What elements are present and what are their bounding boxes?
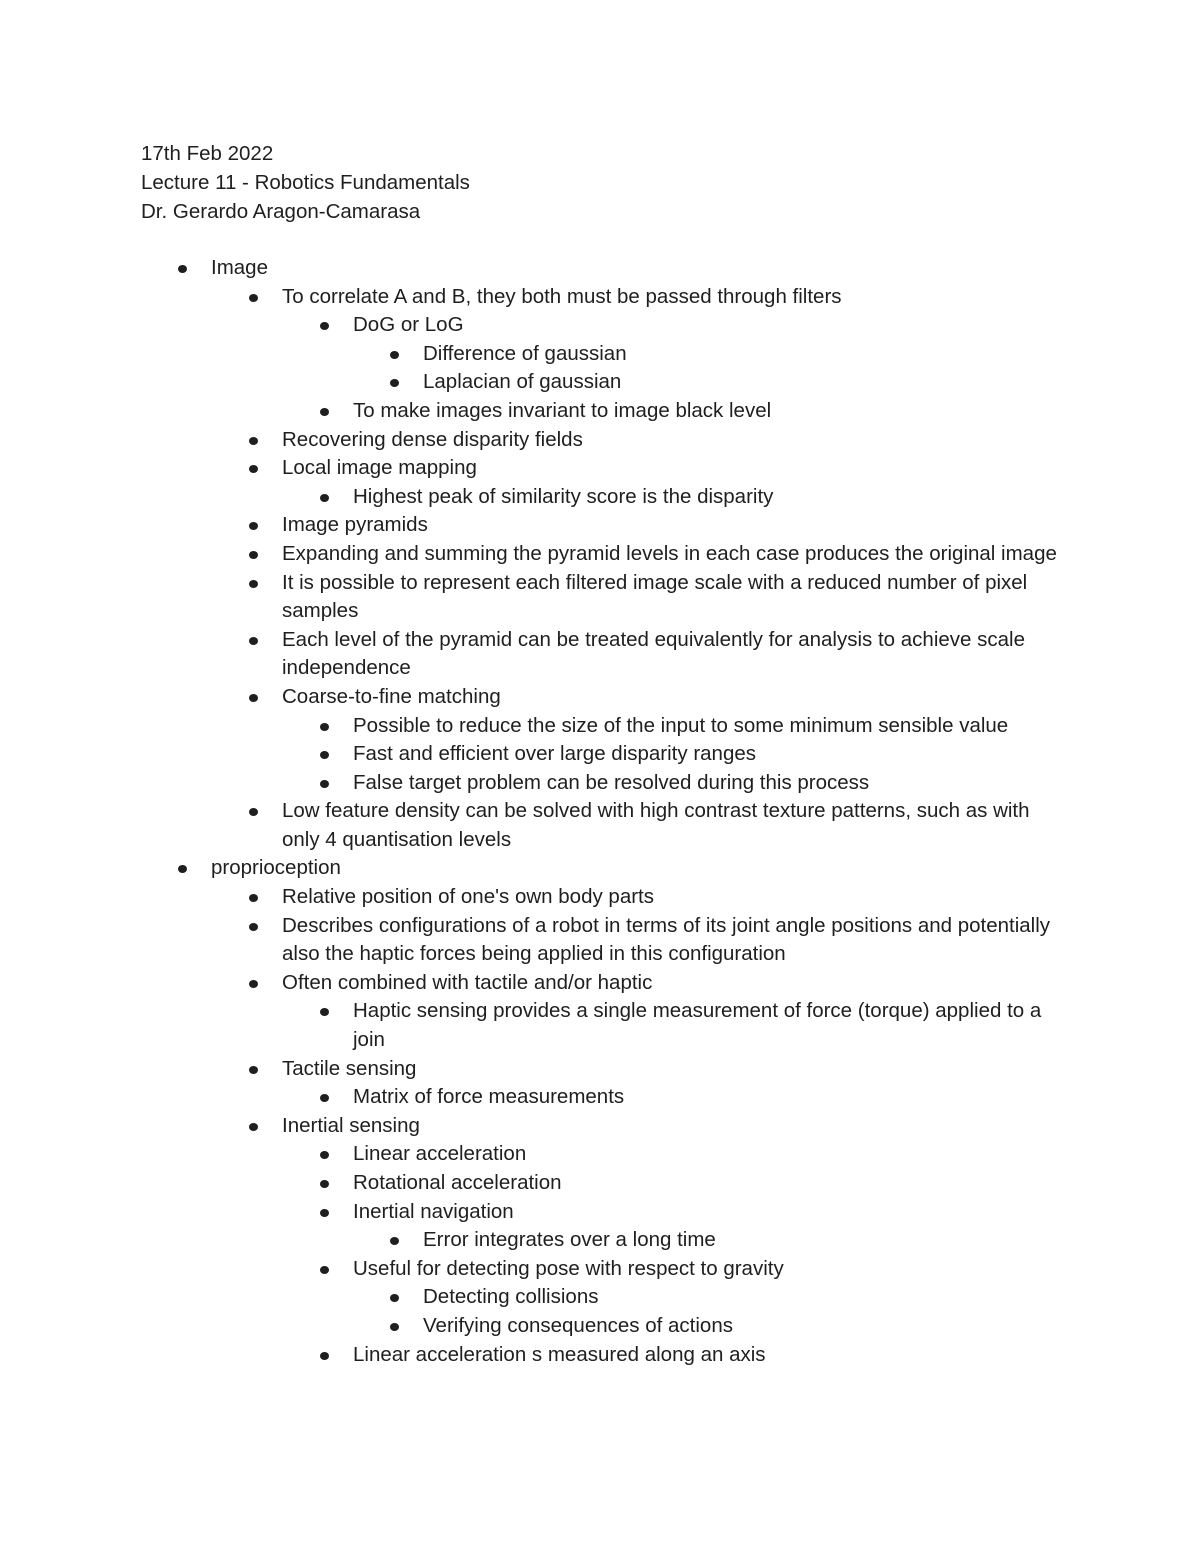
list-item [353, 311, 1063, 340]
list-item-text: Error integrates over a long time [423, 1228, 716, 1252]
lecturer-name: Dr. Gerardo Aragon-Camarasa [141, 199, 421, 223]
lecture-title: Lecture 11 - Robotics Fundamentals [141, 170, 470, 194]
bullet-icon [320, 1266, 329, 1274]
list-item-text: DoG or LoG [353, 313, 464, 337]
list-item [353, 712, 1063, 741]
bullet-icon [390, 1237, 399, 1245]
bullet-icon [249, 522, 258, 530]
list-item-text: Verifying consequences of actions [423, 1313, 733, 1337]
list-item [423, 368, 1063, 397]
list-item [353, 1341, 1063, 1370]
list-item [353, 1198, 1063, 1227]
list-item [353, 769, 1063, 798]
bullet-icon [249, 923, 258, 931]
bullet-icon [320, 723, 329, 731]
list-item [282, 569, 1057, 626]
bullet-icon [390, 1294, 399, 1302]
list-item-text: Coarse-to-fine matching [282, 684, 501, 708]
list-item [353, 997, 1063, 1054]
bullet-icon [249, 894, 258, 902]
list-item [282, 883, 1057, 912]
bullet-icon [178, 865, 187, 873]
list-item-text: To make images invariant to image black level [353, 398, 772, 422]
list-item-text: Expanding and summing the pyramid levels in each case produces the original image [282, 541, 1057, 565]
bullet-icon [320, 1209, 329, 1217]
list-item-text: Difference of gaussian [423, 341, 627, 365]
bullet-icon [320, 751, 329, 759]
bullet-icon [249, 1066, 258, 1074]
list-item-text: To correlate A and B, they both must be passed through filters [282, 284, 842, 308]
list-item-text: Haptic sensing provides a single measurement of force (torque) applied to a join [353, 999, 1042, 1052]
bullet-icon [249, 437, 258, 445]
list-item [282, 540, 1057, 569]
list-item [282, 969, 1057, 998]
list-item-text: Describes configurations of a robot in terms of its joint angle positions and potentially also the haptic forces being applied in this configuration [282, 913, 1051, 966]
bullet-icon [249, 808, 258, 816]
list-item [282, 454, 1057, 483]
bullet-icon [320, 1094, 329, 1102]
bullet-icon [249, 551, 258, 559]
list-item-text: Inertial sensing [282, 1113, 420, 1137]
list-item-text: Inertial navigation [353, 1199, 514, 1223]
list-item [282, 426, 1057, 455]
document-header [141, 140, 470, 226]
bullet-icon [249, 465, 258, 473]
list-item-text: Image pyramids [282, 513, 428, 537]
list-item-text: Possible to reduce the size of the input to some minimum sensible value [353, 713, 1009, 737]
list-item-text: Laplacian of gaussian [423, 370, 622, 394]
bullet-icon [320, 494, 329, 502]
list-item-text: Low feature density can be solved with high contrast texture patterns, such as with only 4 quantisation levels [282, 799, 1030, 851]
list-item [282, 797, 1057, 854]
bullet-icon [390, 351, 399, 359]
list-item [282, 1112, 1057, 1141]
bullet-icon [320, 1151, 329, 1159]
list-item [282, 683, 1057, 712]
list-item-text: proprioception [211, 856, 341, 880]
list-item [353, 1083, 1063, 1112]
list-item-text: Often combined with tactile and/or haptic [282, 970, 653, 994]
list-item-text: Each level of the pyramid can be treated equivalently for analysis to achieve scale independence [282, 627, 1025, 680]
bullet-icon [249, 637, 258, 645]
list-item-text: Tactile sensing [282, 1056, 417, 1080]
bullet-icon [178, 265, 187, 273]
bullet-icon [249, 580, 258, 588]
bullet-icon [320, 780, 329, 788]
list-item-text: It is possible to represent each filtered image scale with a reduced number of pixel samples [282, 570, 1028, 623]
bullet-icon [249, 1123, 258, 1131]
list-item-text: Image [211, 256, 268, 279]
list-item [353, 1255, 1063, 1284]
list-item [211, 854, 1061, 883]
list-item [211, 254, 1061, 283]
list-item-text: Matrix of force measurements [353, 1085, 625, 1109]
list-item-text: Fast and efficient over large disparity ranges [353, 742, 757, 766]
bullet-icon [320, 1008, 329, 1016]
list-item-text: Useful for detecting pose with respect to gravity [353, 1256, 784, 1280]
bullet-icon [249, 694, 258, 702]
bullet-icon [320, 408, 329, 416]
list-item [353, 740, 1063, 769]
list-item [423, 1283, 1063, 1312]
bullet-outline [0, 254, 1200, 1369]
list-item-text: Linear acceleration s measured along an axis [353, 1342, 766, 1366]
list-item-text: False target problem can be resolved during this process [353, 770, 870, 794]
list-item [353, 397, 1063, 426]
list-item-text: Detecting collisions [423, 1285, 599, 1309]
list-item-text: Linear acceleration [353, 1142, 527, 1166]
bullet-icon [390, 1323, 399, 1331]
list-item-text: Recovering dense disparity fields [282, 427, 583, 451]
list-item-text: Highest peak of similarity score is the disparity [353, 484, 774, 508]
date-line: 17th Feb 2022 [141, 142, 274, 165]
bullet-icon [249, 294, 258, 302]
bullet-icon [320, 1352, 329, 1360]
list-item-text: Rotational acceleration [353, 1171, 562, 1194]
bullet-icon [320, 322, 329, 330]
list-item [353, 1169, 1063, 1198]
bullet-icon [390, 379, 399, 387]
list-item [423, 1226, 1063, 1255]
list-item [282, 912, 1057, 969]
list-item [282, 511, 1057, 540]
list-item [353, 1140, 1063, 1169]
list-item [423, 340, 1063, 369]
list-item-text: Local image mapping [282, 456, 477, 480]
bullet-icon [320, 1180, 329, 1188]
list-item [282, 283, 1057, 312]
list-item [353, 483, 1063, 512]
list-item-text: Relative position of one's own body parts [282, 885, 654, 909]
bullet-icon [249, 980, 258, 988]
list-item [423, 1312, 1063, 1341]
list-item [282, 626, 1057, 683]
list-item [282, 1055, 1057, 1084]
